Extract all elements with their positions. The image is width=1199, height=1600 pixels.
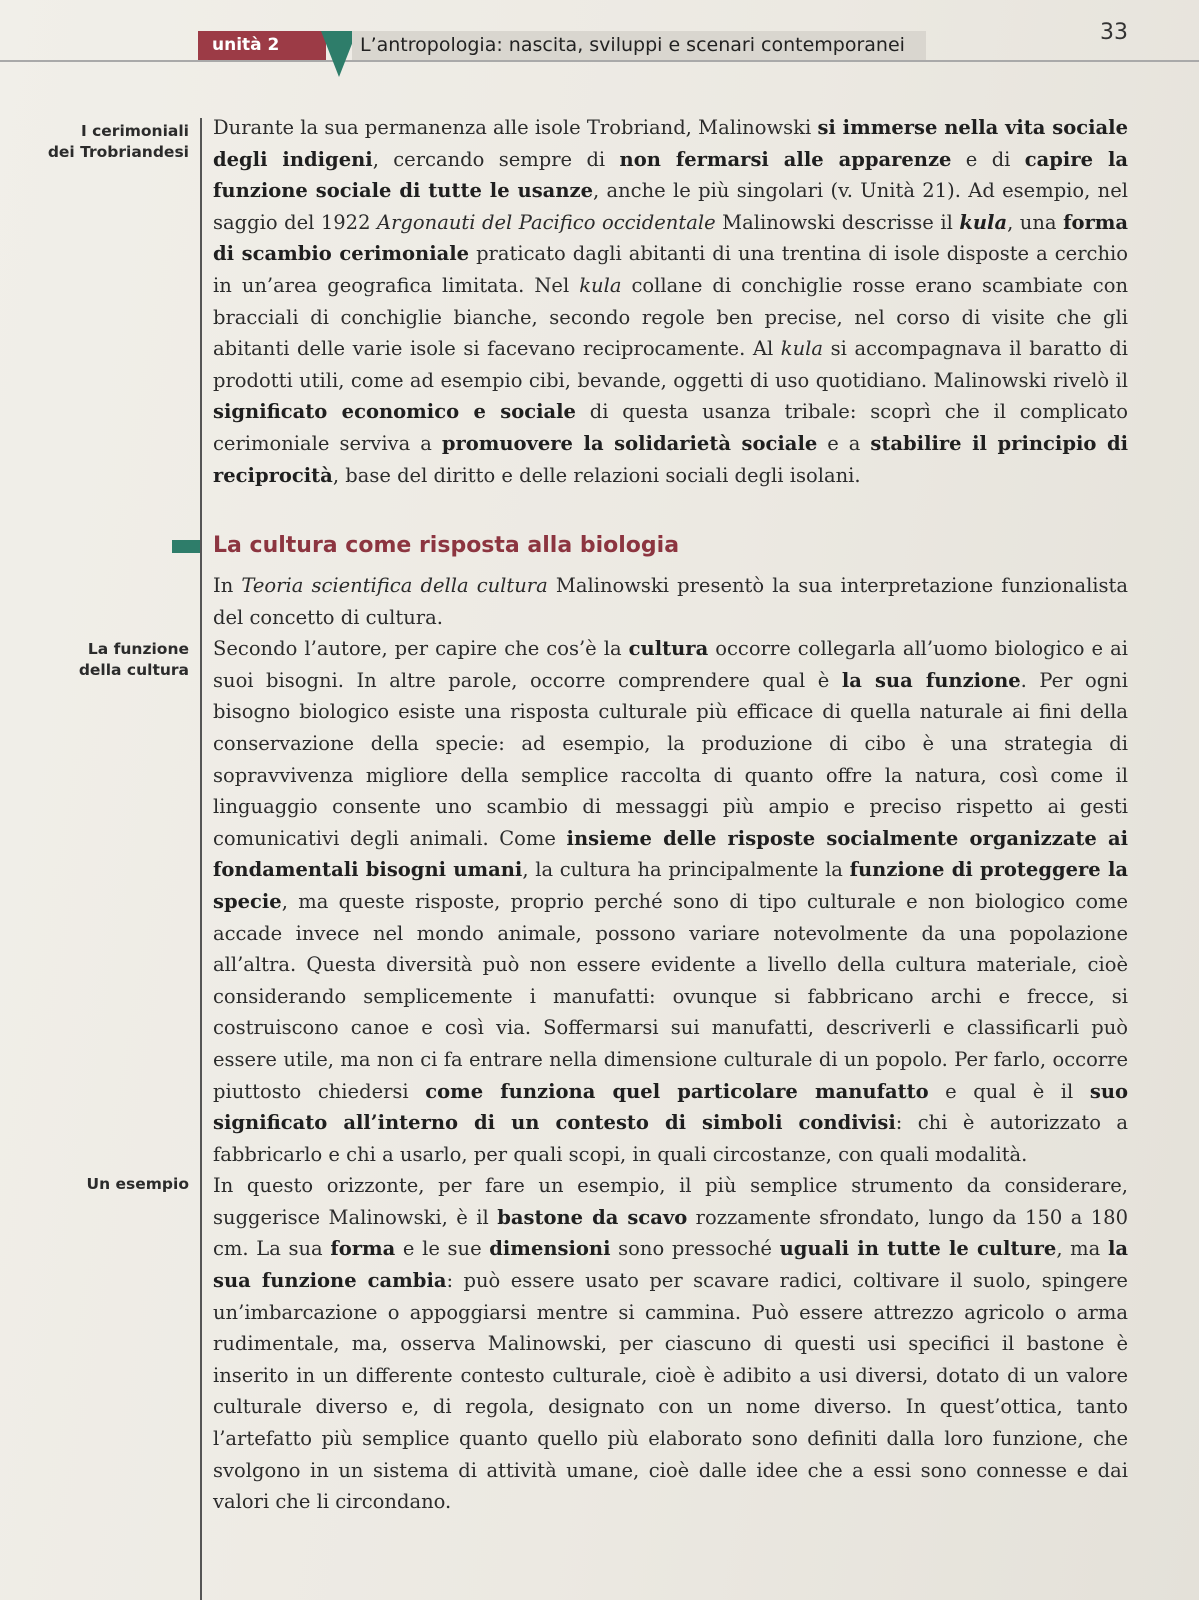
emphasis: come funziona quel particolare manufatto	[425, 1079, 929, 1103]
emphasis: Teoria scientifica della cultura	[241, 574, 548, 597]
margin-rule	[200, 118, 202, 1600]
margin-note-example	[19, 1174, 189, 1195]
emphasis: funzione di proteggere la specie	[213, 858, 1128, 913]
paragraph: Durante la sua permanenza alle isole Trobriand, Malinowski si immerse nella vita sociale degli indigeni, cercando sempre di non fermarsi alle apparenze e di capire la funzione sociale di tutte le usanze, anche le più singolari (v. Unità 21). Ad esempio, nel saggio del 1922 Argonauti del Pacifico occidentale Malinowski descrisse il kula, una forma di scambio cerimoniale praticato dagli abitanti di una trentina di isole disposte a cerchio in un’area geografica limitata. Nel kula collane di conchiglie rosse erano scambiate con bracciali di conchiglie bianche, secondo regole ben precise, nel corso di visite che gli abitanti delle varie isole si facevano reciprocamente. Al kula si accompagnava il baratto di prodotti utili, come ad esempio cibi, bevande, oggetti di uso quotidiano. Malinowski rivelò il significato economico e sociale di questa usanza tribale: scoprì che il complicato cerimoniale serviva a promuovere la solidarietà sociale e a stabilire il principio di reciprocità, base del diritto e delle relazioni sociali degli isolani.	[213, 116, 1129, 487]
margin-note-line: dei Trobriandesi	[47, 143, 189, 161]
emphasis: la sua funzione cambia	[213, 1237, 1128, 1293]
emphasis: forma	[330, 1237, 396, 1261]
section-text	[213, 570, 1128, 1518]
emphasis: suo significato all’interno di un contesto di simboli condivisi	[213, 1079, 1129, 1135]
emphasis: cultura	[628, 637, 709, 661]
running-header-title: L’antropologia: nascita, sviluppi e scenari contemporanei	[352, 31, 926, 60]
emphasis: non fermarsi alle apparenze	[619, 147, 952, 171]
margin-note-trobriand	[19, 121, 189, 163]
margin-note-line: Un esempio	[86, 1175, 189, 1193]
emphasis: Argonauti del Pacifico occidentale	[377, 210, 716, 234]
emphasis: uguali in tutte le culture	[779, 1237, 1057, 1261]
emphasis: promuovere la solidarietà sociale	[441, 431, 818, 455]
paragraph: In Teoria scientifica della cultura Malinowski presentò la sua interpretazione funzionalista del concetto di cultura.	[213, 574, 1129, 629]
margin-note-line: della cultura	[78, 661, 189, 679]
emphasis: stabilire il principio di reciprocità	[213, 431, 1128, 487]
paragraph: In questo orizzonte, per fare un esempio, il più semplice strumento da considerare, suggerisce Malinowski, è il bastone da scavo rozzamente sfrondato, lungo da 150 a 180 cm. La sua forma e le sue dimensioni sono pressoché uguali in tutte le culture, ma la sua funzione cambia: può essere usato per scavare radici, coltivare il suolo, spingere un’imbarcazione o appoggiarsi mentre si cammina. Può essere attrezzo agricolo o arma rudimentale, ma, osserva Malinowski, per ciascuno di questi usi specifici il bastone è inserito in un differente contesto culturale, cioè è adibito a usi diversi, dotato di un valore culturale diverso e, di regola, designato con un nome diverso. In quest’ottica, tanto l’artefatto più semplice quanto quello più elaborato sono definiti dalla loro funzione, che svolgono in un sistema di attività umane, cioè dalle idee che a essi sono connesse e dai valori che li circondano.	[213, 1174, 1128, 1514]
section-title: La cultura come risposta alla biologia	[213, 533, 680, 558]
emphasis: capire la funzione sociale di tutte le usanze	[213, 147, 1128, 203]
page-number: 33	[1100, 20, 1128, 45]
emphasis: kula	[780, 337, 824, 361]
margin-note-line: I cerimoniali	[80, 122, 189, 140]
unit-tag: unità 2	[198, 31, 326, 60]
emphasis: insieme delle risposte socialmente organizzate ai fondamentali bisogni umani	[213, 826, 1128, 882]
emphasis: kula	[959, 210, 1008, 234]
intro-text	[213, 112, 1128, 491]
header-rule	[0, 60, 1199, 62]
emphasis: kula	[579, 273, 622, 297]
emphasis: si immerse nella vita sociale degli indigeni	[213, 116, 1128, 171]
margin-note-line: La funzione	[87, 640, 189, 658]
emphasis: forma di scambio cerimoniale	[213, 210, 1128, 266]
emphasis: dimensioni	[489, 1237, 611, 1261]
section-marker	[172, 540, 200, 553]
emphasis: bastone da scavo	[497, 1205, 688, 1229]
emphasis: significato economico e sociale	[213, 400, 576, 424]
margin-note-function	[19, 639, 189, 681]
paragraph: Secondo l’autore, per capire che cos’è la cultura occorre collegarla all’uomo biologico e ai suoi bisogni. In altre parole, occorre comprendere qual è la sua funzione. Per ogni bisogno biologico esiste una risposta culturale più efficace di quella naturale ai fini della conservazione della specie: ad esempio, la produzione di cibo è una strategia di sopravvivenza migliore della semplice raccolta di quanto offre la natura, così come il linguaggio consente uno scambio di messaggi più ampio e preciso rispetto ai gesti comunicativi degli animali. Come insieme delle risposte socialmente organizzate ai fondamentali bisogni umani, la cultura ha principalmente la funzione di proteggere la specie, ma queste risposte, proprio perché sono di tipo culturale e non biologico come accade invece nel mondo animale, possono variare notevolmente da una popolazione all’altra. Questa diversità può non essere evidente a livello della cultura materiale, cioè considerando semplicemente i manufatti: ovunque si fabbricano archi e frecce, si costruiscono canoe e così via. Soffermarsi sui manufatti, descriverli e classificarli può essere utile, ma non ci fa entrare nella dimensione culturale di un popolo. Per farlo, occorre piuttosto chiedersi come funziona quel particolare manufatto e qual è il suo significato all’interno di un contesto di simboli condivisi: chi è autorizzato a fabbricarlo e chi a usarlo, per quali scopi, in quali circostanze, con quali modalità.	[213, 637, 1129, 1166]
emphasis: la sua funzione	[841, 668, 1021, 692]
